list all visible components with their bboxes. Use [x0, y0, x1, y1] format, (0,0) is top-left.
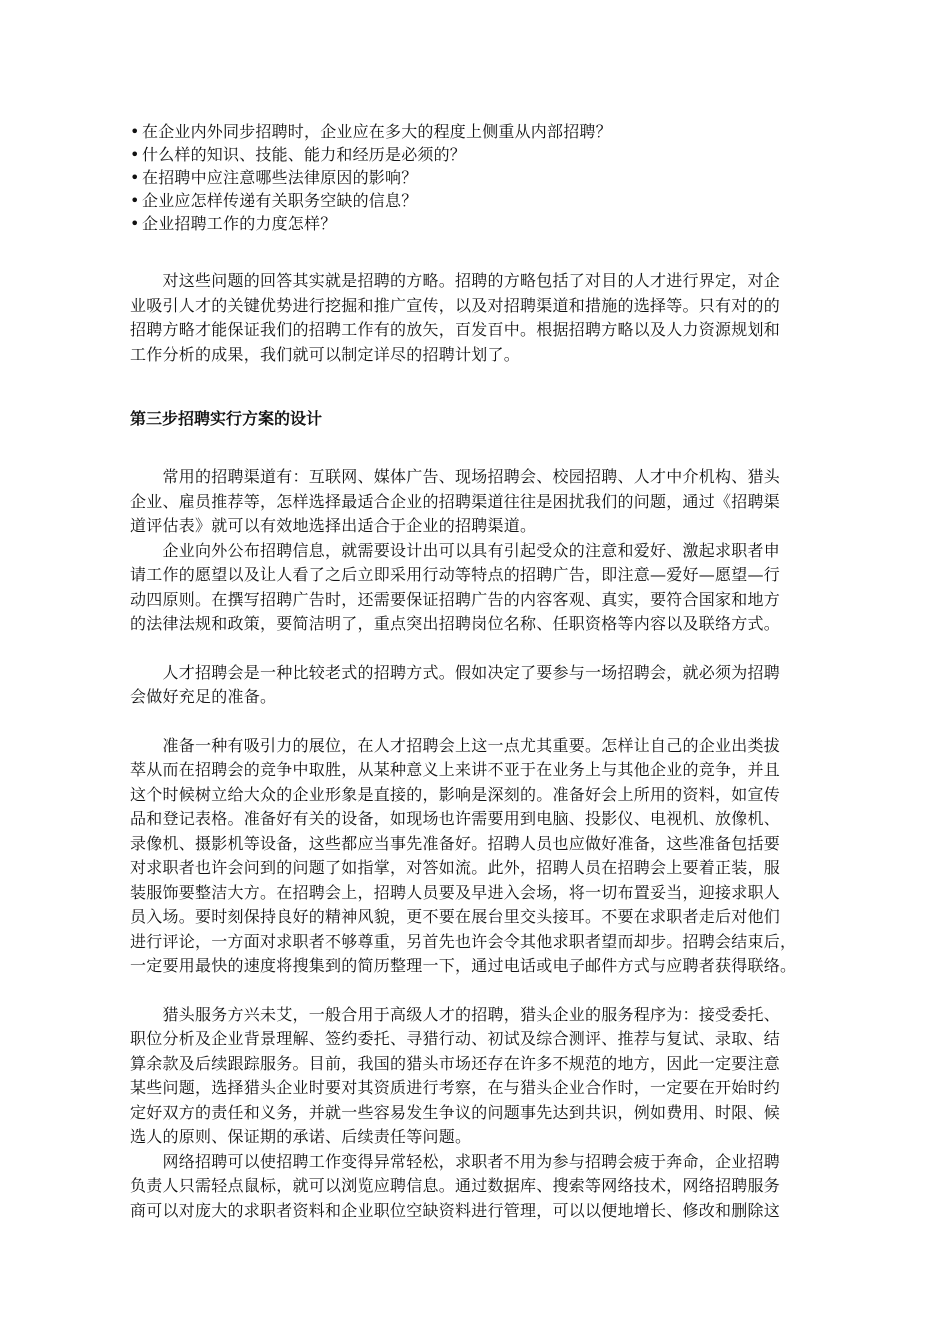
paragraph-job-fair: 人才招聘会是一种比较老式的招聘方式。假如决定了要参与一场招聘会，就必须为招聘 会做好充足的准备。 — [130, 662, 781, 706]
section-heading: 第三步招聘实行方案的设计 — [130, 409, 323, 428]
paragraph-strategy: 对这些问题的回答其实就是招聘的方略。招聘的方略包括了对目的人才进行界定，对企 业吸引人才的关键优势进行挖掘和推广宣传，以及对招聘渠道和措施的选择等。只有对的的 招聘方略才能保证我们的招聘工作有的放矢，百发百中。根据招聘方略以及人力资源规划和 工作分析的成果，我们就可以制定详尽的招聘计划了。 — [130, 271, 781, 364]
paragraph-headhunting: 猎头服务方兴未艾，一般合用于高级人才的招聘，猎头企业的服务程序为：接受委托、 职位分析及企业背景理解、签约委托、寻猎行动、初试及综合测评、推荐与复试、录取、结 算余款及后续跟踪服务。目前，我国的猎头市场还存在许多不规范的地方，因此一定要注意 某些问题，选择猎头企业时要对其资质进行考察，在与猎头企业合作时，一定要在开始时约 定好双方的责任和义务，并就一些容易发生争议的问题事先达到共识，例如费用、时限、候 选人的原则、保证期的承诺、后续责任等问题。 — [130, 1004, 781, 1146]
paragraph-advertising: 企业向外公布招聘信息，就需要设计出可以具有引起受众的注意和爱好、激起求职者申 请工作的愿望以及让人看了之后立即采用行动等特点的招聘广告，即注意—爱好—愿望—行 动四原则。在撰写招聘广告时，还需要保证招聘广告的内容客观、真实，要符合国家和地方 的法律法规和政策，要简洁明了，重点突出招聘岗位名称、任职资格等内容以及联络方式。 — [130, 540, 781, 633]
list-item: • 什么样的知识、技能、能力和经历是必须的？ — [130, 145, 467, 164]
bullet-icon: • — [130, 122, 140, 141]
bullet-icon: • — [130, 191, 140, 210]
document-page — [130, 120, 860, 1223]
bullet-icon: • — [130, 145, 140, 164]
paragraph-online-recruitment: 网络招聘可以使招聘工作变得异常轻松，求职者不用为参与招聘会疲于奔命，企业招聘 负责人只需轻点鼠标，就可以浏览应聘信息。通过数据库、搜索等网络技术，网络招聘服务 商可以对庞大的求职者资料和企业职位空缺资料进行管理，可以以便地增长、修改和删除这 — [130, 1151, 781, 1220]
list-item: • 企业应怎样传递有关职务空缺的信息？ — [130, 191, 418, 210]
list-item: • 在招聘中应注意哪些法律原因的影响？ — [130, 168, 418, 187]
bullet-icon: • — [130, 168, 140, 187]
paragraph-booth-preparation: 准备一种有吸引力的展位，在人才招聘会上这一点尤其重要。怎样让自己的企业出类拔 萃从而在招聘会的竞争中取胜，从某种意义上来讲不亚于在业务上与其他企业的竞争，并且 这个时候树立给大众的企业形象是直接的，影响是深刻的。准备好会上所用的资料，如宣传 品和登记表格。准备好有关的设备，如现场也许需要用到电脑、投影仪、电视机、放像机、 录像机、摄影机等设备，这些都应当事先准备好。招聘人员也应做好准备，这些准备包括要 对求职者也许会问到的问题了如指掌，对答如流。此外，招聘人员在招聘会上要着正装，服 装服饰要整洁大方。在招聘会上，招聘人员要及早进入会场，将一切布置妥当，迎接求职人 员入场。要时刻保持良好的精神风貌，更不要在展台里交头接耳。不要在求职者走后对他们 进行评论，一方面对求职者不够尊重，另首先也许会令其他求职者望而却步。招聘会结束后， 一定要用最快的速度将搜集到的简历整理一下，通过电话或电子邮件方式与应聘者获得联络。 — [130, 735, 797, 975]
list-item: • 在企业内外同步招聘时，企业应在多大的程度上侧重从内部招聘？ — [130, 122, 612, 141]
list-item: • 企业招聘工作的力度怎样？ — [130, 214, 337, 233]
paragraph-channels: 常用的招聘渠道有：互联网、媒体广告、现场招聘会、校园招聘、人才中介机构、猎头 企业、雇员推荐等，怎样选择最适合企业的招聘渠道往往是困扰我们的问题，通过《招聘渠 道评估表》就可以有效地选择出适合于企业的招聘渠道。 — [130, 467, 781, 535]
question-list — [130, 120, 860, 235]
bullet-icon: • — [130, 214, 140, 233]
